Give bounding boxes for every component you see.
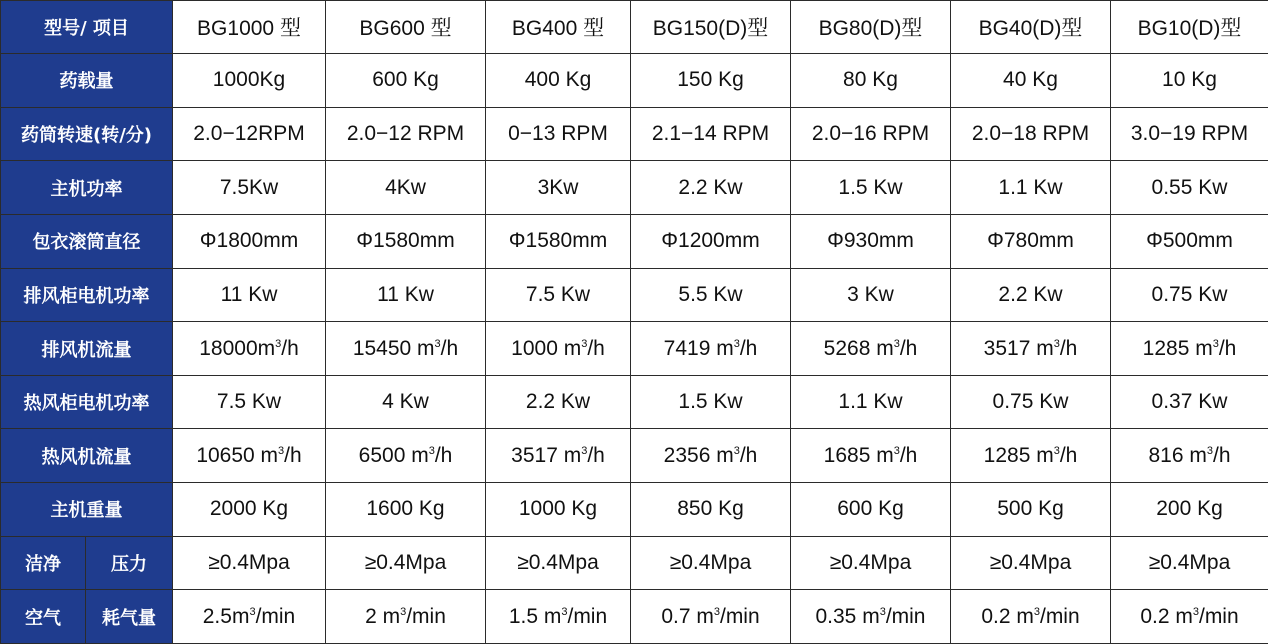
model-cell: BG400 型 bbox=[486, 1, 631, 54]
cell-value: 4Kw bbox=[385, 175, 426, 199]
cell-value: 3.0−19 RPM bbox=[1130, 122, 1249, 146]
cell-value: 7.5 Kw bbox=[216, 390, 282, 414]
cell-value: 2.0−12 RPM bbox=[346, 122, 465, 146]
value-cell bbox=[326, 536, 486, 590]
value-cell bbox=[631, 54, 791, 108]
superscript: 3 bbox=[1206, 444, 1213, 457]
row-label-cell: 耗气量 bbox=[86, 590, 173, 644]
superscript: 3 bbox=[428, 444, 435, 457]
value-cell bbox=[1111, 54, 1268, 108]
value-cell bbox=[791, 590, 951, 644]
unit-suffix: /h bbox=[281, 336, 299, 360]
value-cell bbox=[486, 54, 631, 108]
superscript: 3 bbox=[1192, 605, 1199, 618]
cell-value: 10 Kg bbox=[1162, 68, 1217, 92]
value-cell bbox=[951, 107, 1111, 161]
value-cell bbox=[326, 322, 486, 376]
value-cell bbox=[326, 590, 486, 644]
value-cell bbox=[486, 590, 631, 644]
value-cell bbox=[791, 107, 951, 161]
cell-value: ≥0.4Mpa bbox=[989, 551, 1072, 575]
superscript: 3 bbox=[278, 444, 285, 457]
superscript: 3 bbox=[879, 605, 886, 618]
unit-suffix: /min bbox=[1039, 604, 1080, 628]
cell-value: 11 Kw bbox=[377, 282, 434, 306]
cell-value: 0.2 m bbox=[1140, 604, 1193, 628]
cell-value: Φ1200mm bbox=[661, 229, 760, 253]
model-cell: BG600 型 bbox=[326, 1, 486, 54]
value-cell bbox=[173, 214, 326, 268]
model-cell: BG1000 型 bbox=[173, 1, 326, 54]
superscript: 3 bbox=[893, 337, 900, 350]
value-cell bbox=[951, 161, 1111, 215]
value-cell bbox=[631, 590, 791, 644]
superscript: 3 bbox=[581, 444, 588, 457]
unit-suffix: /h bbox=[739, 443, 758, 467]
value-cell bbox=[951, 590, 1111, 644]
superscript: 3 bbox=[1212, 337, 1219, 350]
group-label-cell: 洁净 bbox=[1, 536, 86, 590]
cell-value: 2 m bbox=[365, 604, 401, 628]
superscript: 3 bbox=[733, 337, 740, 350]
cell-value: 1.1 Kw bbox=[998, 175, 1063, 199]
value-cell bbox=[951, 268, 1111, 322]
row-label-cell: 排风机流量 bbox=[1, 322, 173, 376]
cell-value: Φ1800mm bbox=[199, 229, 299, 253]
value-cell bbox=[173, 54, 326, 108]
cell-value: 850 Kg bbox=[677, 497, 744, 521]
row-label-cell: 包衣滚筒直径 bbox=[1, 214, 173, 268]
value-cell bbox=[326, 107, 486, 161]
unit-suffix: /min bbox=[719, 604, 760, 628]
row-label-cell: 热风机流量 bbox=[1, 429, 173, 483]
value-cell bbox=[486, 268, 631, 322]
cell-value: ≥0.4Mpa bbox=[364, 551, 447, 575]
value-cell bbox=[631, 161, 791, 215]
unit-suffix: /h bbox=[1059, 443, 1078, 467]
value-cell bbox=[631, 214, 791, 268]
value-cell bbox=[486, 107, 631, 161]
value-cell bbox=[326, 429, 486, 483]
value-cell bbox=[486, 483, 631, 537]
cell-value: 2.2 Kw bbox=[678, 175, 743, 199]
cell-value: 0.75 Kw bbox=[1151, 282, 1228, 306]
model-cell: BG40(D)型 bbox=[951, 1, 1111, 54]
cell-value: 80 Kg bbox=[843, 68, 898, 92]
cell-value: 11 Kw bbox=[220, 282, 278, 306]
unit-suffix: /min bbox=[1198, 604, 1239, 628]
unit-suffix: /h bbox=[434, 443, 453, 467]
table-row bbox=[1, 536, 1268, 590]
table-row bbox=[1, 54, 1268, 108]
cell-value: 600 Kg bbox=[837, 497, 904, 521]
value-cell bbox=[951, 322, 1111, 376]
cell-value: 5268 m bbox=[823, 336, 894, 360]
value-cell bbox=[631, 483, 791, 537]
model-cell: BG10(D)型 bbox=[1111, 1, 1268, 54]
value-cell bbox=[326, 268, 486, 322]
cell-value: Φ500mm bbox=[1146, 229, 1233, 253]
row-label-cell: 热风柜电机功率 bbox=[1, 375, 173, 429]
table-row bbox=[1, 107, 1268, 161]
value-cell bbox=[1111, 322, 1268, 376]
cell-value: ≥0.4Mpa bbox=[517, 551, 599, 575]
value-cell bbox=[486, 214, 631, 268]
cell-value: 15450 m bbox=[352, 336, 435, 360]
value-cell bbox=[486, 375, 631, 429]
value-cell bbox=[791, 161, 951, 215]
value-cell bbox=[791, 214, 951, 268]
value-cell bbox=[173, 322, 326, 376]
model-cell: BG80(D)型 bbox=[791, 1, 951, 54]
value-cell bbox=[791, 322, 951, 376]
cell-value: 3Kw bbox=[537, 175, 579, 199]
value-cell bbox=[791, 429, 951, 483]
unit-suffix: /h bbox=[1059, 336, 1078, 360]
superscript: 3 bbox=[1053, 444, 1060, 457]
value-cell bbox=[631, 536, 791, 590]
cell-value: 2.0−18 RPM bbox=[971, 122, 1090, 146]
cell-value: 0.75 Kw bbox=[992, 390, 1069, 414]
value-cell bbox=[951, 429, 1111, 483]
cell-value: 1000 Kg bbox=[518, 497, 598, 521]
cell-value: Φ1580mm bbox=[356, 229, 455, 253]
unit-suffix: /min bbox=[406, 604, 446, 628]
table-row bbox=[1, 375, 1268, 429]
cell-value: 1600 Kg bbox=[366, 497, 445, 521]
cell-value: 0.37 Kw bbox=[1151, 390, 1228, 414]
value-cell bbox=[951, 483, 1111, 537]
superscript: 3 bbox=[400, 605, 407, 618]
value-cell bbox=[951, 375, 1111, 429]
value-cell bbox=[173, 268, 326, 322]
cell-value: 1.5 Kw bbox=[838, 175, 903, 199]
value-cell bbox=[486, 161, 631, 215]
cell-value: 150 Kg bbox=[677, 68, 744, 92]
cell-value: 6500 m bbox=[358, 443, 429, 467]
row-label-cell: 排风柜电机功率 bbox=[1, 268, 173, 322]
table-row bbox=[1, 161, 1268, 215]
cell-value: 7.5 Kw bbox=[525, 282, 591, 306]
table-row bbox=[1, 268, 1268, 322]
cell-value: 1.1 Kw bbox=[838, 390, 903, 414]
cell-value: ≥0.4Mpa bbox=[829, 551, 912, 575]
value-cell bbox=[631, 429, 791, 483]
value-cell bbox=[791, 54, 951, 108]
cell-value: 1.5 m bbox=[508, 604, 562, 628]
unit-suffix: /min bbox=[885, 604, 926, 628]
value-cell bbox=[173, 429, 326, 483]
superscript: 3 bbox=[581, 337, 588, 350]
superscript: 3 bbox=[561, 605, 568, 618]
value-cell bbox=[951, 214, 1111, 268]
cell-value: 1285 m bbox=[1142, 336, 1213, 360]
cell-value: 1.5 Kw bbox=[678, 390, 743, 414]
value-cell bbox=[1111, 268, 1268, 322]
cell-value: 1685 m bbox=[823, 443, 894, 467]
value-cell bbox=[791, 268, 951, 322]
value-cell bbox=[1111, 483, 1268, 537]
row-label-cell: 主机功率 bbox=[1, 161, 173, 215]
value-cell bbox=[631, 268, 791, 322]
cell-value: 1285 m bbox=[983, 443, 1054, 467]
cell-value: 600 Kg bbox=[372, 68, 439, 92]
value-cell bbox=[326, 483, 486, 537]
value-cell bbox=[173, 483, 326, 537]
value-cell bbox=[326, 214, 486, 268]
value-cell bbox=[631, 375, 791, 429]
value-cell bbox=[326, 54, 486, 108]
cell-value: 5.5 Kw bbox=[678, 282, 743, 306]
cell-value: 0.35 m bbox=[815, 604, 880, 628]
cell-value: 400 Kg bbox=[524, 68, 592, 92]
cell-value: 4 Kw bbox=[382, 390, 429, 414]
cell-value: 3517 m bbox=[511, 443, 582, 467]
table-row bbox=[1, 429, 1268, 483]
cell-value: 2.0−16 RPM bbox=[811, 122, 930, 146]
cell-value: 1000 m bbox=[511, 336, 582, 360]
superscript: 3 bbox=[1033, 605, 1040, 618]
superscript: 3 bbox=[249, 605, 256, 618]
unit-suffix: /h bbox=[899, 336, 918, 360]
unit-suffix: /min bbox=[255, 604, 296, 628]
unit-suffix: /h bbox=[739, 336, 758, 360]
unit-suffix: /h bbox=[587, 443, 605, 467]
cell-value: 2356 m bbox=[663, 443, 734, 467]
cell-value: 2000 Kg bbox=[209, 497, 289, 521]
superscript: 3 bbox=[1053, 337, 1060, 350]
value-cell bbox=[1111, 214, 1268, 268]
cell-value: ≥0.4Mpa bbox=[1148, 551, 1231, 575]
cell-value: 2.0−12RPM bbox=[193, 122, 305, 146]
value-cell bbox=[631, 107, 791, 161]
row-label-cell: 压力 bbox=[86, 536, 173, 590]
unit-suffix: /h bbox=[899, 443, 918, 467]
value-cell bbox=[791, 536, 951, 590]
cell-value: 7419 m bbox=[663, 336, 734, 360]
unit-suffix: /h bbox=[587, 336, 605, 360]
value-cell bbox=[1111, 429, 1268, 483]
value-cell bbox=[1111, 107, 1268, 161]
value-cell bbox=[486, 322, 631, 376]
cell-value: 2.5m bbox=[202, 604, 250, 628]
cell-value: 2.1−14 RPM bbox=[651, 122, 770, 146]
row-label-cell: 药载量 bbox=[1, 54, 173, 108]
value-cell bbox=[1111, 590, 1268, 644]
cell-value: Φ780mm bbox=[987, 229, 1074, 253]
cell-value: ≥0.4Mpa bbox=[669, 551, 752, 575]
value-cell bbox=[173, 107, 326, 161]
value-cell bbox=[951, 54, 1111, 108]
unit-suffix: /h bbox=[284, 443, 302, 467]
cell-value: 7.5Kw bbox=[219, 175, 279, 199]
cell-value: 2.2 Kw bbox=[525, 390, 591, 414]
table-row bbox=[1, 322, 1268, 376]
value-cell bbox=[631, 322, 791, 376]
table-row bbox=[1, 483, 1268, 537]
unit-suffix: /min bbox=[567, 604, 608, 628]
value-cell bbox=[173, 590, 326, 644]
cell-value: 200 Kg bbox=[1156, 497, 1223, 521]
value-cell bbox=[791, 483, 951, 537]
value-cell bbox=[486, 429, 631, 483]
value-cell bbox=[486, 536, 631, 590]
group-label-cell: 空气 bbox=[1, 590, 86, 644]
cell-value: 0.7 m bbox=[661, 604, 714, 628]
value-cell bbox=[173, 375, 326, 429]
superscript: 3 bbox=[713, 605, 720, 618]
row-label-cell: 药筒转速(转/分) bbox=[1, 107, 173, 161]
spec-table-body bbox=[1, 1, 1268, 644]
value-cell bbox=[173, 536, 326, 590]
cell-value: 40 Kg bbox=[1003, 68, 1058, 92]
value-cell bbox=[1111, 375, 1268, 429]
cell-value: Φ1580mm bbox=[508, 229, 608, 253]
superscript: 3 bbox=[733, 444, 740, 457]
value-cell bbox=[173, 161, 326, 215]
superscript: 3 bbox=[275, 337, 282, 350]
cell-value: 0−13 RPM bbox=[508, 122, 608, 146]
unit-suffix: /h bbox=[1212, 443, 1231, 467]
header-row bbox=[1, 1, 1268, 54]
header-label-cell: 型号/ 项目 bbox=[1, 1, 173, 54]
cell-value: 1000Kg bbox=[212, 68, 286, 92]
unit-suffix: /h bbox=[440, 336, 459, 360]
cell-value: 500 Kg bbox=[997, 497, 1064, 521]
cell-value: 0.2 m bbox=[981, 604, 1034, 628]
model-cell: BG150(D)型 bbox=[631, 1, 791, 54]
value-cell bbox=[1111, 161, 1268, 215]
unit-suffix: /h bbox=[1218, 336, 1237, 360]
cell-value: ≥0.4Mpa bbox=[208, 551, 290, 575]
cell-value: 18000m bbox=[199, 336, 276, 360]
table-row bbox=[1, 214, 1268, 268]
value-cell bbox=[951, 536, 1111, 590]
value-cell bbox=[326, 375, 486, 429]
cell-value: 2.2 Kw bbox=[998, 282, 1063, 306]
value-cell bbox=[326, 161, 486, 215]
table-row bbox=[1, 590, 1268, 644]
cell-value: 0.55 Kw bbox=[1151, 175, 1228, 199]
superscript: 3 bbox=[893, 444, 900, 457]
value-cell bbox=[791, 375, 951, 429]
row-label-cell: 主机重量 bbox=[1, 483, 173, 537]
cell-value: 3517 m bbox=[983, 336, 1054, 360]
cell-value: 816 m bbox=[1148, 443, 1207, 467]
cell-value: 3 Kw bbox=[847, 282, 894, 306]
superscript: 3 bbox=[434, 337, 441, 350]
value-cell bbox=[1111, 536, 1268, 590]
cell-value: 10650 m bbox=[196, 443, 279, 467]
cell-value: Φ930mm bbox=[827, 229, 914, 253]
